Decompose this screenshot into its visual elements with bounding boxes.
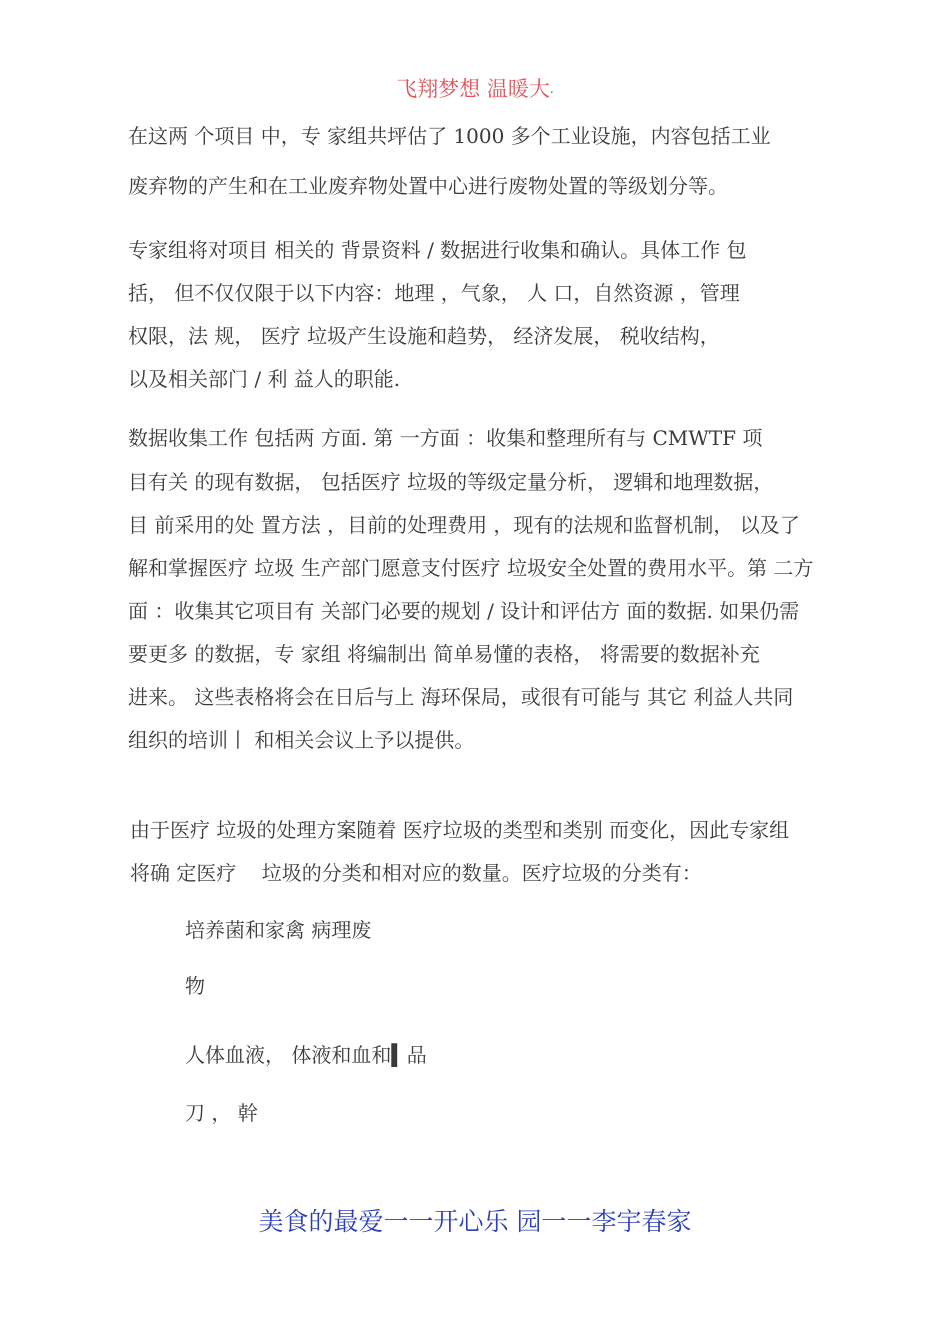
list-item: 人体血液， 体液和血和▍品 [185,1043,427,1067]
paragraph-3-line-1: 数据收集工作 包括两 方面. 第 一方面 ：收集和整理所有与 CMWTF 项 [128,426,763,450]
paragraph-2-line-3: 权限，法 规， 医疗 垃圾产生设施和趋势， 经济发展， 税收结构， [128,324,720,348]
list-item: 物 [185,974,205,998]
paragraph-3-line-4: 解和掌握医疗 垃圾 生产部门愿意支付医疗 垃圾安全处置的费用水平。第 二方 [128,556,814,580]
paragraph-3-line-7: 进来。 这些表格将会在日后与上 海环保局，或很有可能与 其它 利益人共同 [128,685,794,709]
paragraph-3-line-3: 目 前采用的处 置方法 ，目前的处理费用 ，现有的法规和监督机制， 以及了 [128,513,800,537]
paragraph-2-line-2: 括， 但不仅仅限于以下内容：地理 ，气象， 人 口，自然资源 ，管理 [128,281,740,305]
paragraph-1-line-1: 在这两 个项目 中，专 家组共坪估了 1000 多个工业设施，内容包括工业 [128,124,771,148]
paragraph-3-line-6: 要更多 的数据，专 家组 将编制出 简单易懂的表格， 将需要的数据补充 [128,642,760,666]
paragraph-3-line-8: 组织的培训丨 和相关会议上予以提供。 [128,728,475,752]
page-footer: 美食的最爱一一开心乐 园一一李宇春家 [258,1207,692,1236]
paragraph-2-line-1: 专家组将对项目 相关的 背景资料 / 数据进行收集和确认。具体工作 包 [128,238,747,262]
paragraph-3-line-5: 面 ：收集其它项目有 关部门必要的规划 / 设计和评估方 面的数据. 如果仍需 [128,599,800,623]
paragraph-1-line-2: 废弃物的产生和在工业废弃物处置中心进行废物处置的等级划分等。 [128,174,728,198]
header-dot: . [549,82,554,96]
paragraph-4-line-1: 由于医疗 垃圾的处理方案随着 医疗垃圾的类型和类别 而变化，因此专家组 [130,818,790,842]
paragraph-4-line-2: 将确 定医疗 垃圾的分类和相对应的数量。医疗垃圾的分类有： [130,861,702,885]
page-header [0,76,950,102]
header-text: 飞翔梦想 温暖大 [396,77,550,101]
list-item: 刀 ， 幹 [185,1101,258,1125]
paragraph-3-line-2: 目有关 的现有数据， 包括医疗 垃圾的等级定量分析， 逻辑和地理数据， [128,470,774,494]
paragraph-2-line-4: 以及相关部门 / 利 益人的职能. [128,367,401,391]
list-item: 培养菌和家禽 病理废 [185,918,372,942]
